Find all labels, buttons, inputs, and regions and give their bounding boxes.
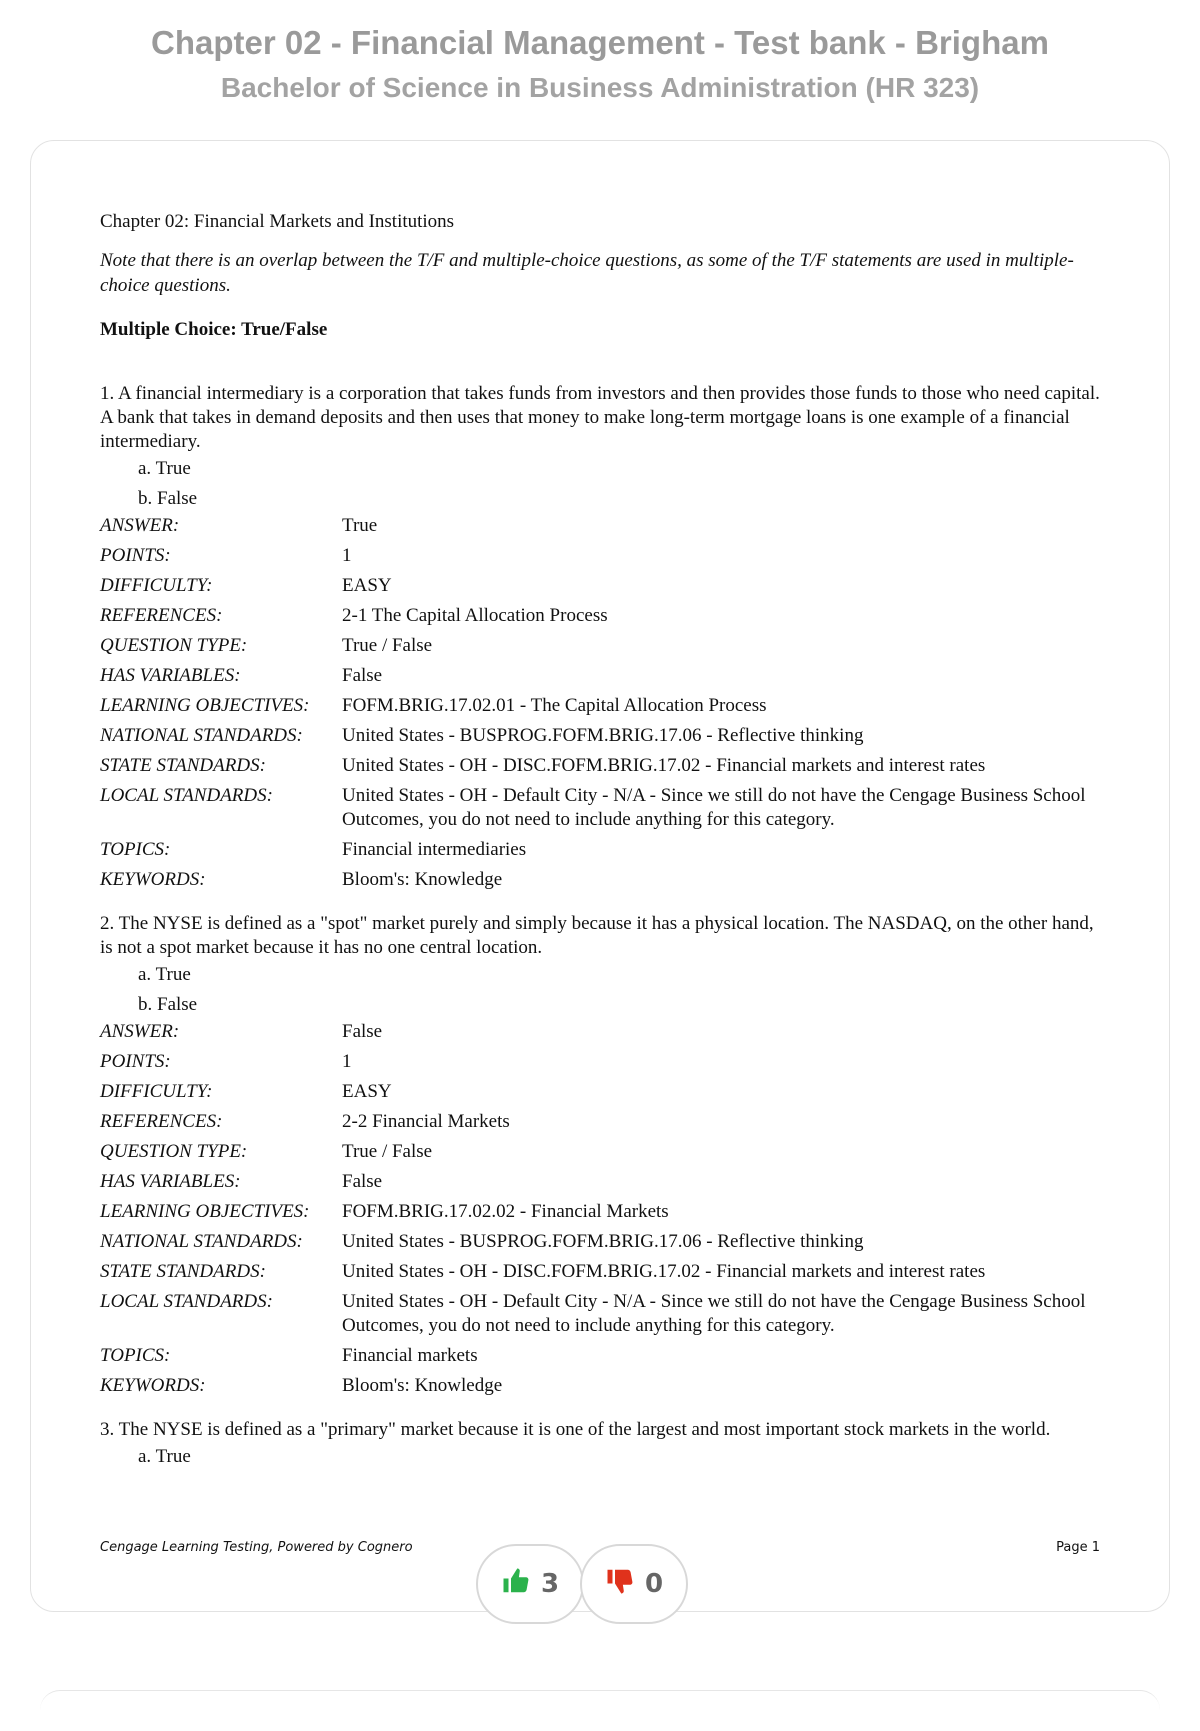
metadata-row [100,1374,1100,1398]
document-subtitle: Bachelor of Science in Business Administration (HR 323) [220,72,980,103]
metadata-label: LEARNING OBJECTIVES: [100,1201,310,1222]
metadata-row [100,1080,1100,1104]
metadata-row [100,1110,1100,1134]
metadata-value: Bloom's: Knowledge [342,869,503,890]
answer-option: b. False [138,488,198,509]
metadata-row [100,514,1100,538]
metadata-label: DIFFICULTY: [100,575,213,596]
metadata-row [100,754,1100,778]
metadata-value: Financial markets [342,1345,478,1366]
answer-option: a. True [138,458,191,479]
metadata-row [100,868,1100,892]
metadata-row [100,1170,1100,1194]
metadata-label: STATE STANDARDS: [100,1261,266,1282]
footer-credit: Cengage Learning Testing, Powered by Cognero [100,1540,413,1555]
metadata-label: LOCAL STANDARDS: [100,1291,273,1312]
metadata-value: 2-2 Financial Markets [342,1111,510,1132]
metadata-label: REFERENCES: [100,1111,223,1132]
downvote-button[interactable] [580,1544,688,1624]
metadata-label: QUESTION TYPE: [100,635,248,656]
metadata-label: POINTS: [100,545,171,566]
metadata-value: FOFM.BRIG.17.02.02 - Financial Markets [342,1201,669,1222]
document-title: Chapter 02 - Financial Management - Test bank - Brigham [151,24,1049,61]
metadata-value: EASY [342,575,392,596]
metadata-value: United States - OH - Default City - N/A - Since we still do not have the Cengage Business School Outcomes, you do not need to include anything for this category. [342,1291,1086,1336]
metadata-value: Bloom's: Knowledge [342,1375,503,1396]
metadata-value: 1 [342,1051,352,1072]
metadata-label: HAS VARIABLES: [100,1171,241,1192]
thumbs-up-icon [501,1566,531,1603]
metadata-label: ANSWER: [100,1021,180,1042]
answer-option: b. False [138,994,198,1015]
metadata-row [100,574,1100,598]
metadata-row [100,664,1100,688]
vote-group [476,1544,688,1624]
metadata-label: LEARNING OBJECTIVES: [100,695,310,716]
metadata-value: United States - OH - Default City - N/A - Since we still do not have the Cengage Business School Outcomes, you do not need to include anything for this category. [342,785,1086,830]
question-text: 2. The NYSE is defined as a "spot" market purely and simply because it has a physical location. The NASDAQ, on the other hand, is not a spot market because it has no one central location. [100,913,1094,958]
metadata-value: FOFM.BRIG.17.02.01 - The Capital Allocation Process [342,695,767,716]
metadata-value: True / False [342,635,433,656]
upvote-count: 3 [540,1569,560,1599]
metadata-label: QUESTION TYPE: [100,1141,248,1162]
metadata-label: NATIONAL STANDARDS: [100,1231,303,1252]
metadata-value: 2-1 The Capital Allocation Process [342,605,608,626]
metadata-label: REFERENCES: [100,605,223,626]
note-text: Note that there is an overlap between the T/F and multiple-choice questions, as some of the T/F statements are used in multiple-choice questions. [100,250,1074,296]
metadata-row [100,1260,1100,1284]
metadata-row [100,1230,1100,1254]
metadata-label: STATE STANDARDS: [100,755,266,776]
answer-option: a. True [138,964,191,985]
section-heading: Multiple Choice: True/False [100,319,328,340]
chapter-heading: Chapter 02: Financial Markets and Institutions [100,211,455,232]
upvote-button[interactable] [476,1544,584,1624]
metadata-label: KEYWORDS: [100,1375,206,1396]
metadata-value: United States - BUSPROG.FOFM.BRIG.17.06 - Reflective thinking [342,1231,864,1252]
next-page-edge [40,1690,1160,1731]
metadata-row [100,724,1100,748]
metadata-value: 1 [342,545,352,566]
metadata-value: False [342,1021,383,1042]
metadata-label: TOPICS: [100,839,171,860]
metadata-label: ANSWER: [100,515,180,536]
metadata-label: POINTS: [100,1051,171,1072]
thumbs-down-icon [605,1566,635,1603]
metadata-value: False [342,1171,383,1192]
question-item [100,382,1100,892]
question-item [100,912,1100,1398]
downvote-count: 0 [644,1569,664,1599]
metadata-value: United States - OH - DISC.FOFM.BRIG.17.02 - Financial markets and interest rates [342,755,986,776]
metadata-row [100,694,1100,718]
metadata-value: True / False [342,1141,433,1162]
page-number: Page 1 [1056,1540,1100,1555]
metadata-row [100,1200,1100,1224]
question-item [100,1418,1100,1472]
metadata-row [100,634,1100,658]
answer-option: a. True [138,1446,191,1467]
metadata-value: True [342,515,378,536]
metadata-row [100,838,1100,862]
metadata-label: DIFFICULTY: [100,1081,213,1102]
question-text: 1. A financial intermediary is a corporation that takes funds from investors and then provides those funds to those who need capital. A bank that takes in demand deposits and then uses that money to make long-term mortgage loans is one example of a financial intermediary. [100,383,1100,452]
metadata-row [100,1020,1100,1044]
metadata-row [100,784,1100,832]
document-content [100,210,1100,1492]
metadata-row [100,604,1100,628]
metadata-label: TOPICS: [100,1345,171,1366]
metadata-label: KEYWORDS: [100,869,206,890]
metadata-row [100,1290,1100,1338]
metadata-row [100,544,1100,568]
metadata-value: United States - BUSPROG.FOFM.BRIG.17.06 - Reflective thinking [342,725,864,746]
question-text: 3. The NYSE is defined as a "primary" market because it is one of the largest and most important stock markets in the world. [100,1419,1051,1440]
metadata-row [100,1344,1100,1368]
metadata-value: False [342,665,383,686]
metadata-value: United States - OH - DISC.FOFM.BRIG.17.02 - Financial markets and interest rates [342,1261,986,1282]
metadata-row [100,1050,1100,1074]
metadata-label: LOCAL STANDARDS: [100,785,273,806]
metadata-value: Financial intermediaries [342,839,527,860]
metadata-label: NATIONAL STANDARDS: [100,725,303,746]
metadata-label: HAS VARIABLES: [100,665,241,686]
question-list [100,382,1100,1472]
metadata-value: EASY [342,1081,392,1102]
metadata-row [100,1140,1100,1164]
